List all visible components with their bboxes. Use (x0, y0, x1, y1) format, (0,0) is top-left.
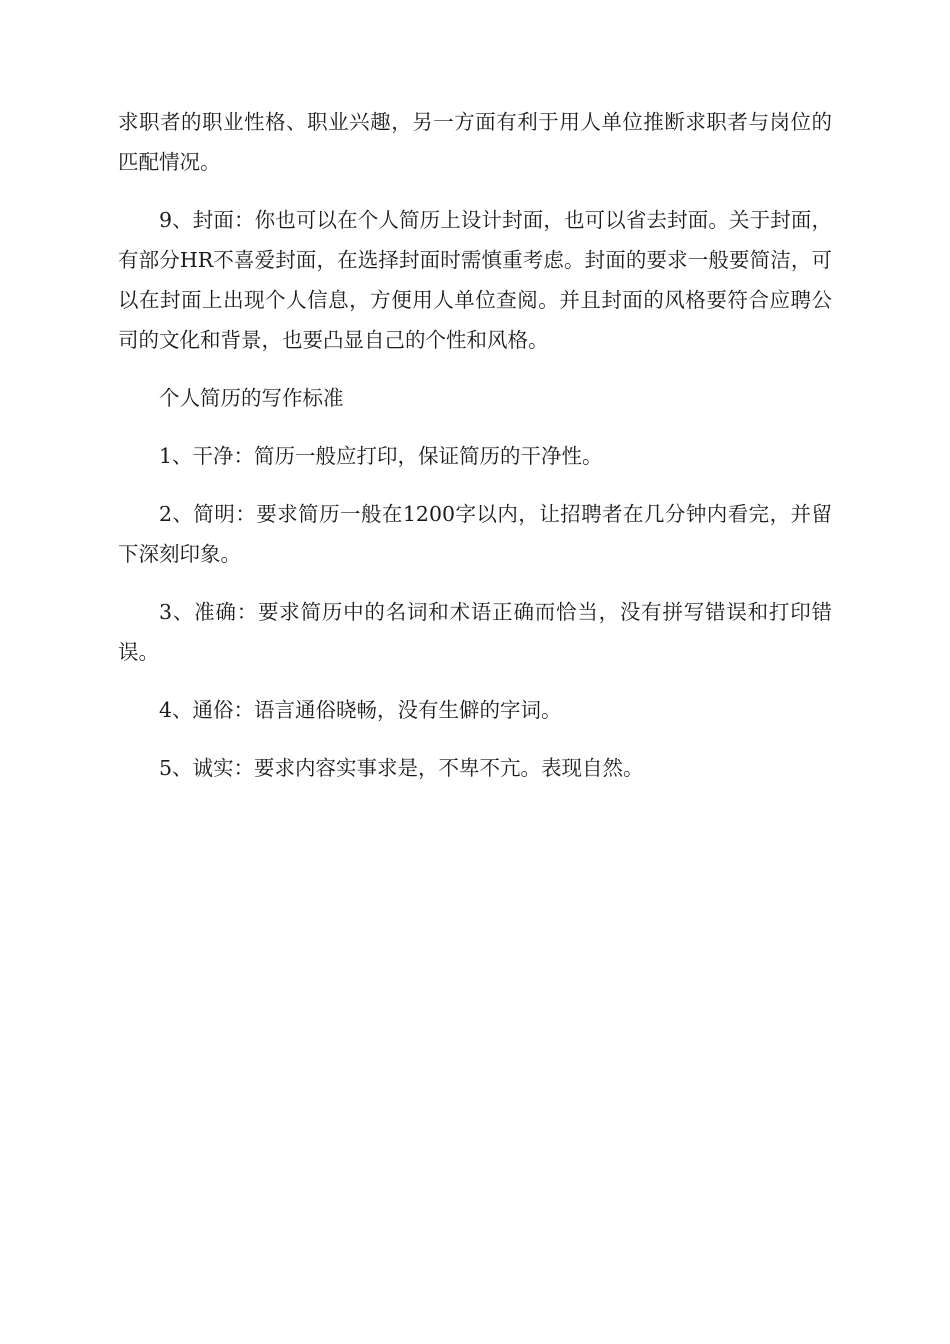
list-item-clean: 1、干净：简历一般应打印，保证简历的干净性。 (159, 444, 603, 468)
paragraph-cover: 9、封面：你也可以在个人简历上设计封面，也可以省去封面。关于封面，有部分HR不喜爱封面，在选择封面时需慎重考虑。封面的要求一般要简洁，可以在封面上出现个人信息，方便用人单位查阅。并且封面的风格要符合应聘公司的文化和背景，也要凸显自己的个性和风格。 (118, 208, 832, 352)
section-heading: 个人简历的写作标准 (159, 386, 344, 410)
list-item-accurate: 3、准确：要求简历中的名词和术语正确而恰当，没有拼写错误和打印错误。 (118, 600, 832, 664)
paragraph-continuation: 求职者的职业性格、职业兴趣，另一方面有利于用人单位推断求职者与岗位的匹配情况。 (118, 110, 832, 174)
list-item-honest: 5、诚实：要求内容实事求是，不卑不亢。表现自然。 (159, 756, 644, 780)
list-item-concise: 2、简明：要求简历一般在1200字以内，让招聘者在几分钟内看完，并留下深刻印象。 (118, 502, 832, 566)
list-item-plain: 4、通俗：语言通俗晓畅，没有生僻的字词。 (159, 698, 562, 722)
